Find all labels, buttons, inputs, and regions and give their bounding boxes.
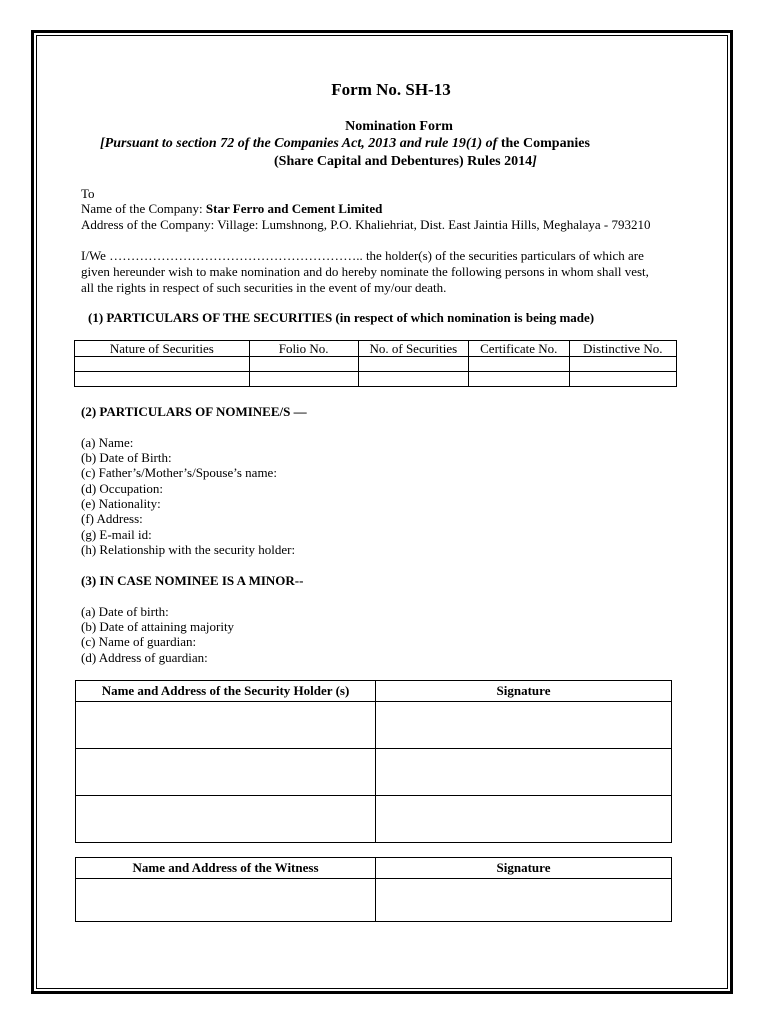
table-cell[interactable] [249, 372, 358, 387]
security-holder-table [75, 680, 672, 843]
table-row [75, 372, 677, 387]
witness-name-address-header: Name and Address of the Witness [76, 858, 376, 879]
addressee-to: To [81, 186, 95, 201]
nominee-field-email: (g) E-mail id: [81, 527, 152, 542]
col-folio-no: Folio No. [249, 341, 358, 357]
table-row [75, 357, 677, 372]
company-name-line [81, 201, 382, 216]
table-cell[interactable] [75, 357, 250, 372]
holder-name-address-header: Name and Address of the Security Holder (s) [76, 681, 376, 702]
company-name-label: Name of the Company: [81, 201, 206, 216]
holder-signature-header: Signature [376, 681, 672, 702]
table-cell[interactable] [376, 702, 672, 749]
table-cell[interactable] [358, 372, 468, 387]
table-cell[interactable] [569, 372, 676, 387]
pursuant-italic: [Pursuant to section 72 of the Companies Act, 2013 and rule 19(1) of [100, 136, 498, 151]
table-cell[interactable] [469, 372, 569, 387]
nominee-field-name: (a) Name: [81, 435, 134, 450]
table-cell[interactable] [376, 749, 672, 796]
table-row [76, 749, 672, 796]
witness-header-row [76, 858, 672, 879]
table-row [76, 702, 672, 749]
table-row [76, 879, 672, 922]
holder-header-row [76, 681, 672, 702]
company-name: Star Ferro and Cement Limited [205, 201, 383, 216]
declaration-line-2: given hereunder wish to make nomination and do hereby nominate the following persons in whom shall vest, [81, 264, 649, 279]
table-cell[interactable] [358, 357, 468, 372]
nominee-field-parent-spouse: (c) Father’s/Mother’s/Spouse’s name: [81, 465, 277, 480]
nominee-field-address: (f) Address: [81, 511, 143, 526]
rules-text: (Share Capital and Debentures) Rules 2014 [274, 154, 533, 169]
form-subtitle: Nomination Form [345, 119, 453, 134]
table-cell[interactable] [376, 879, 672, 922]
col-no-of-securities: No. of Securities [358, 341, 468, 357]
table-cell[interactable] [76, 702, 376, 749]
declaration-line-1: I/We ………………………………………………….. the holder(s) of the securities particulars of which are [81, 248, 644, 263]
nominee-field-dob: (b) Date of Birth: [81, 450, 172, 465]
form-rules-line [274, 154, 537, 170]
section-2-heading: (2) PARTICULARS OF NOMINEE/S — [81, 404, 307, 419]
nominee-field-occupation: (d) Occupation: [81, 481, 163, 496]
table-cell[interactable] [76, 796, 376, 843]
col-distinctive-no: Distinctive No. [569, 341, 676, 357]
table-row [76, 796, 672, 843]
minor-field-guardian-address: (d) Address of guardian: [81, 650, 208, 665]
col-certificate-no: Certificate No. [469, 341, 569, 357]
minor-field-guardian-name: (c) Name of guardian: [81, 634, 197, 649]
nominee-field-nationality: (e) Nationality: [81, 496, 161, 511]
declaration-line-3: all the rights in respect of such securities in the event of my/our death. [81, 280, 447, 295]
table-cell[interactable] [376, 796, 672, 843]
table-cell[interactable] [75, 372, 250, 387]
securities-header-row [75, 341, 677, 357]
form-title: Form No. SH-13 [331, 80, 451, 99]
minor-field-dob: (a) Date of birth: [81, 604, 169, 619]
table-cell[interactable] [76, 879, 376, 922]
nominee-field-relationship: (h) Relationship with the security holder: [81, 542, 296, 557]
company-address: Address of the Company: Village: Lumshnong, P.O. Khaliehriat, Dist. East Jaintia Hills, Meghalaya - 793210 [81, 217, 651, 232]
col-nature-of-securities: Nature of Securities [75, 341, 250, 357]
table-cell[interactable] [469, 357, 569, 372]
witness-table [75, 857, 672, 922]
pursuant-bold: the Companies [497, 136, 590, 151]
table-cell[interactable] [569, 357, 676, 372]
minor-field-majority-date: (b) Date of attaining majority [81, 619, 235, 634]
securities-table [74, 340, 677, 387]
witness-signature-header: Signature [376, 858, 672, 879]
table-cell[interactable] [249, 357, 358, 372]
section-3-heading: (3) IN CASE NOMINEE IS A MINOR-- [81, 573, 304, 588]
rules-bracket: ] [532, 154, 537, 169]
form-pursuant-line [100, 136, 590, 152]
section-1-heading: (1) PARTICULARS OF THE SECURITIES (in respect of which nomination is being made) [88, 310, 595, 325]
table-cell[interactable] [76, 749, 376, 796]
